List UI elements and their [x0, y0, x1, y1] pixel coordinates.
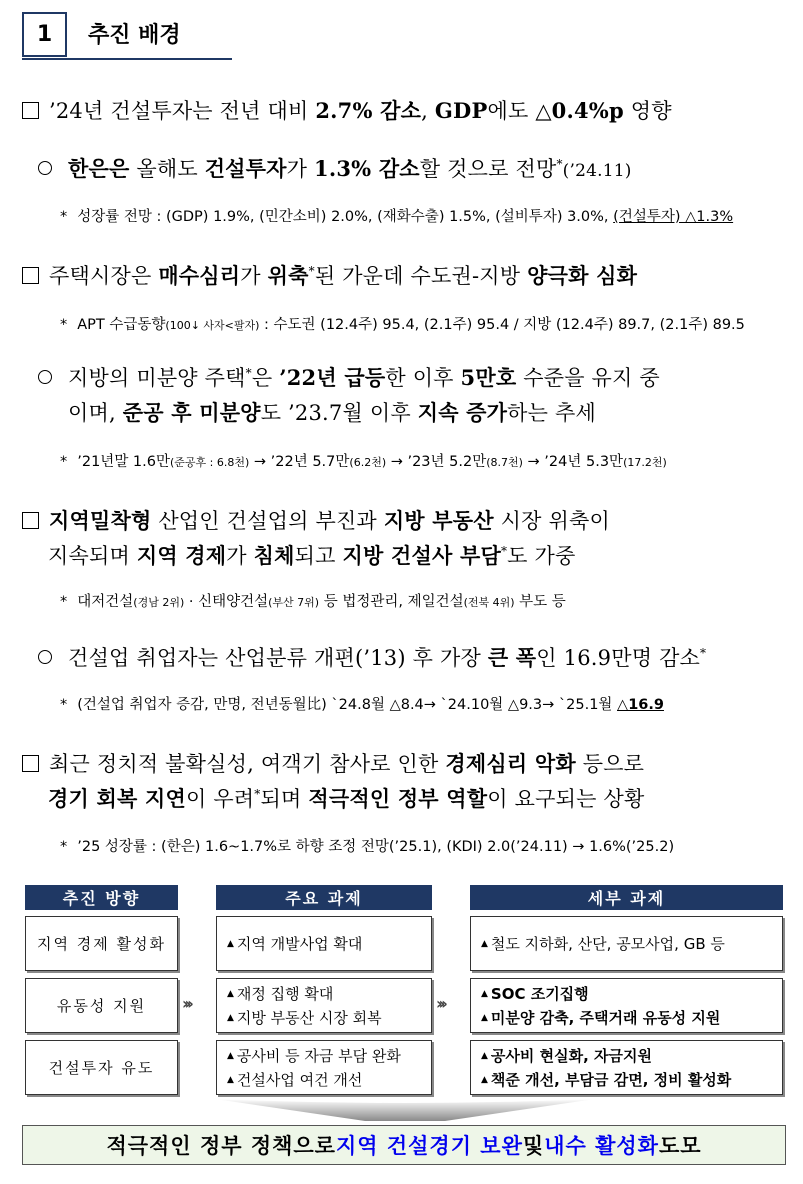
square-bullet-icon [22, 267, 39, 284]
triangle-bullet-icon: ▲ [481, 1012, 488, 1023]
paragraph-employment: 건설업 취업자는 산업분류 개편(’13) 후 가장 큰 폭인 16.9만명 감소* [38, 642, 706, 672]
triangle-bullet-icon: ▲ [481, 938, 488, 949]
detail-box: ▲ 공사비 현실화, 자금지원 ▲ 책준 개선, 부담금 감면, 정비 활성화 [470, 1040, 783, 1095]
triangle-bullet-icon: ▲ [227, 1012, 234, 1023]
triangle-bullet-icon: ▲ [227, 988, 234, 999]
detail-box: ▲ SOC 조기집행 ▲ 미분양 감축, 주택거래 유동성 지원 [470, 978, 783, 1033]
col-head-details: 세부 과제 [470, 885, 783, 910]
triangle-bullet-icon: ▲ [481, 1074, 488, 1085]
chevron-right-icon: ››› [436, 994, 444, 1013]
note-employment: * (건설업 취업자 증감, 만명, 전년동월比) `24.8월 △8.4→ `24.10월 △9.3→ `25.1월 △16.9 [60, 697, 664, 713]
paragraph-uncertainty-2: 경기 회복 지연이 우려*되며 적극적인 정부 역할이 요구되는 상황 [48, 786, 645, 811]
task-box: ▲ 지역 개발사업 확대 [216, 916, 432, 971]
direction-box: 유동성 지원 [25, 978, 178, 1033]
triangle-bullet-icon: ▲ [481, 988, 488, 999]
paragraph-uncertainty-1: 최근 정치적 불확실성, 여객기 참사로 인한 경제심리 악화 등으로 [22, 748, 644, 778]
note-growth-revision: * ’25 성장률 : (한은) 1.6~1.7%로 하향 조정 전망(’25.1), (KDI) 2.0(’24.11) → 1.6%(’25.2) [60, 839, 675, 855]
funnel-arrow-icon [215, 1097, 595, 1123]
col-head-direction: 추진 방향 [25, 885, 178, 910]
note-growth-forecast: * 성장률 전망 : (GDP) 1.9%, (민간소비) 2.0%, (재화수출) 1.5%, (설비투자) 3.0%, (건설투자) △1.3% [60, 209, 734, 225]
direction-box: 지역 경제 활성화 [25, 916, 178, 971]
circle-bullet-icon [38, 370, 52, 384]
direction-box: 건설투자 유도 [25, 1040, 178, 1095]
paragraph-unsold-1: 지방의 미분양 주택*은 ’22년 급등한 이후 5만호 수준을 유지 중 [38, 362, 660, 392]
col-head-tasks: 주요 과제 [216, 885, 432, 910]
triangle-bullet-icon: ▲ [227, 1074, 234, 1085]
task-box: ▲ 공사비 등 자금 부담 완화 ▲ 건설사업 여건 개선 [216, 1040, 432, 1095]
section-number: 1 [22, 12, 67, 57]
square-bullet-icon [22, 755, 39, 772]
paragraph-regional-2: 지속되며 지역 경제가 침체되고 지방 건설사 부담*도 가중 [48, 543, 576, 568]
paragraph-regional-1: 지역밀착형 산업인 건설업의 부진과 지방 부동산 시장 위축이 [22, 505, 610, 535]
detail-box: ▲ 철도 지하화, 산단, 공모사업, GB 등 [470, 916, 783, 971]
triangle-bullet-icon: ▲ [227, 938, 234, 949]
square-bullet-icon [22, 102, 39, 119]
square-bullet-icon [22, 512, 39, 529]
header-underline [22, 58, 232, 60]
paragraph-investment: ’24년 건설투자는 전년 대비 2.7% 감소, GDP에도 △0.4%p 영향 [22, 95, 672, 125]
task-box: ▲ 재정 집행 확대 ▲ 지방 부동산 시장 회복 [216, 978, 432, 1033]
triangle-bullet-icon: ▲ [481, 1050, 488, 1061]
conclusion-banner: 적극적인 정부 정책으로 지역 건설경기 보완 및 내수 활성화 도모 [22, 1125, 786, 1165]
circle-bullet-icon [38, 161, 52, 175]
note-builders: * 대저건설(경남 2위) · 신태양건설(부산 7위) 등 법정관리, 제일건설(전북 4위) 부도 등 [60, 594, 566, 610]
note-unsold-trend: * ’21년말 1.6만(준공후 : 6.8천) → ’22년 5.7만(6.2천) → ’23년 5.2만(8.7천) → ’24년 5.3만(17.2천) [60, 454, 667, 470]
paragraph-unsold-2: 이며, 준공 후 미분양도 ’23.7월 이후 지속 증가하는 추세 [68, 400, 596, 425]
chevron-right-icon: ››› [182, 994, 190, 1013]
circle-bullet-icon [38, 650, 52, 664]
triangle-bullet-icon: ▲ [227, 1050, 234, 1061]
paragraph-housing: 주택시장은 매수심리가 위축*된 가운데 수도권-지방 양극화 심화 [22, 260, 637, 290]
note-apt-supply: * APT 수급동향(100↓ 사자<팔자) : 수도권 (12.4주) 95.4, (2.1주) 95.4 / 지방 (12.4주) 89.7, (2.1주) 89.5 [60, 317, 745, 333]
paragraph-bok-forecast: 한은은 올해도 건설투자가 1.3% 감소할 것으로 전망*(’24.11) [38, 153, 632, 183]
section-title: 추진 배경 [88, 23, 181, 48]
